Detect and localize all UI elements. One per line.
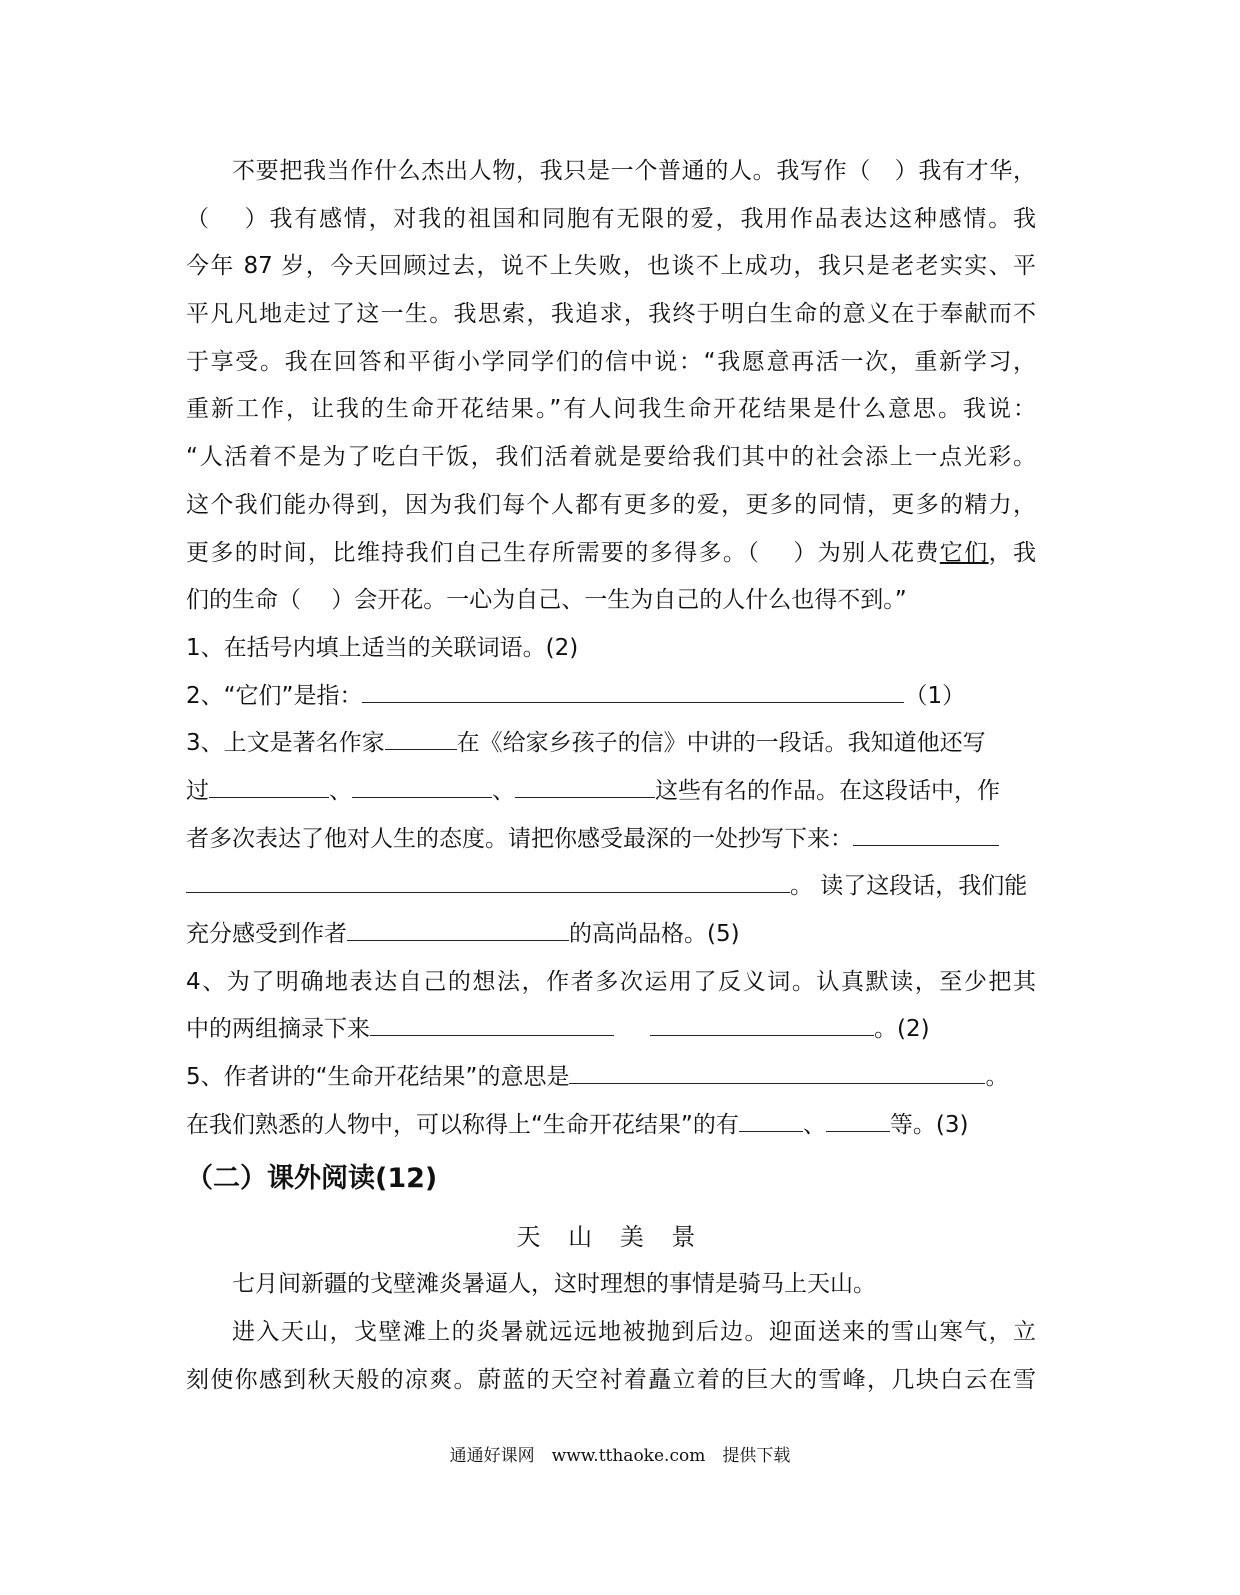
question-text: 2、“它们”是指： bbox=[186, 682, 363, 709]
passage-line: 们的生命（ ）会开花。一心为自己、一生为自己的人什么也得不到。” bbox=[186, 587, 907, 614]
passage-text: ，我 bbox=[988, 539, 1037, 566]
question-4: 4、为了明确地表达自己的想法，作者多次运用了反义词。认真默读，至少把其 bbox=[186, 968, 1036, 995]
question-text: 、 bbox=[329, 777, 352, 804]
reading-paragraph: 七月间新疆的戈壁滩炎暑逼人，这时理想的事情是骑马上天山。 bbox=[232, 1271, 876, 1298]
question-3 bbox=[186, 720, 1036, 768]
question-text: 者多次表达了他对人生的态度。请把你感受最深的一处抄写下来： bbox=[186, 825, 853, 852]
passage-line: 不要把我当作什么杰出人物，我只是一个普通的人。我写作（ ）我有才华， bbox=[232, 158, 1036, 184]
question-3-line-2 bbox=[186, 768, 1036, 816]
question-text: 中的两组摘录下来 bbox=[186, 1016, 370, 1043]
question-text: 。 读了这段话，我们能 bbox=[790, 873, 1028, 900]
question-1: 1、在括号内填上适当的关联词语。(2) bbox=[186, 634, 579, 661]
answer-blank[interactable] bbox=[352, 773, 492, 798]
section-heading: （二）课外阅读(12) bbox=[186, 1163, 438, 1195]
passage-line: 平凡凡地走过了这一生。我思索，我追求，我终于明白生命的意义在于奉献而不 bbox=[186, 301, 1036, 328]
question-text: 5、作者讲的“生命开花结果”的意思是 bbox=[186, 1064, 570, 1091]
answer-blank[interactable] bbox=[362, 677, 904, 702]
underlined-word: 它们 bbox=[939, 539, 989, 566]
question-text: 充分感受到作者 bbox=[186, 921, 347, 947]
passage bbox=[186, 148, 1036, 625]
answer-blank[interactable] bbox=[347, 916, 569, 941]
answer-blank[interactable] bbox=[515, 773, 655, 798]
reading-title: 天 山 美 景 bbox=[516, 1223, 706, 1252]
reading-paragraph: 进入天山，戈壁滩上的炎暑就远远地被抛到后边。迎面送来的雪山寒气，立 bbox=[232, 1319, 1036, 1346]
reading-paragraph-line: 刻使你感到秋天般的凉爽。蔚蓝的天空衬着矗立着的巨大的雪峰，几块白云在雪 bbox=[186, 1366, 1036, 1393]
answer-blank[interactable] bbox=[186, 868, 790, 893]
question-text: 3、上文是著名作家 bbox=[186, 730, 385, 757]
answer-blank[interactable] bbox=[739, 1107, 803, 1132]
question-text: 在我们熟悉的人物中，可以称得上“生命开花结果”的有 bbox=[186, 1111, 739, 1138]
question-3-line-3 bbox=[186, 816, 1036, 864]
questions bbox=[186, 625, 1036, 1150]
question-text: 。(2) bbox=[874, 1016, 930, 1043]
answer-blank[interactable] bbox=[650, 1011, 874, 1036]
question-2 bbox=[186, 673, 1036, 721]
passage-line: （ ）我有感情，对我的祖国和同胞有无限的爱，我用作品表达这种感情。我 bbox=[186, 205, 1036, 232]
question-5-line-2 bbox=[186, 1102, 1036, 1150]
answer-blank[interactable] bbox=[569, 1059, 985, 1084]
answer-blank[interactable] bbox=[209, 773, 329, 798]
passage-line: 重新工作，让我的生命开花结果。”有人问我生命开花结果是什么意思。我说： bbox=[186, 396, 1036, 423]
question-3-line-4 bbox=[186, 863, 1036, 911]
question-4-line-2 bbox=[186, 1006, 1036, 1054]
question-text: 。 bbox=[985, 1064, 1009, 1091]
passage-line: 于享受。我在回答和平街小学同学们的信中说：“我愿意再活一次，重新学习， bbox=[186, 348, 1036, 375]
passage-line: “人活着不是为了吃白干饭，我们活着就是要给我们其中的社会添上一点光彩。 bbox=[186, 444, 1036, 471]
question-text: 等。(3) bbox=[889, 1111, 969, 1138]
passage-line: 今年 87 岁，今天回顾过去，说不上失败，也谈不上成功，我只是老老实实、平 bbox=[186, 253, 1036, 280]
question-text: 这些有名的作品。在这段话中，作 bbox=[655, 777, 1000, 804]
question-text: 在《给家乡孩子的信》中讲的一段话。我知道他还写 bbox=[456, 730, 986, 757]
question-text: 的高尚品格。(5) bbox=[569, 921, 740, 947]
answer-blank[interactable] bbox=[370, 1011, 614, 1036]
question-text: 、 bbox=[492, 777, 515, 804]
question-5 bbox=[186, 1054, 1036, 1102]
passage-text: 更多的时间，比维持我们自己生存所需要的多得多。（ ）为别人花费 bbox=[186, 539, 940, 566]
answer-blank[interactable] bbox=[826, 1107, 890, 1132]
page-footer: 通通好课网 www.tthaoke.com 提供下载 bbox=[449, 1446, 791, 1466]
question-3-line-5 bbox=[186, 911, 1036, 959]
document-page bbox=[186, 148, 1036, 1405]
answer-blank[interactable] bbox=[385, 725, 457, 750]
answer-blank[interactable] bbox=[853, 820, 999, 845]
question-text: 过 bbox=[186, 777, 209, 804]
score: （1） bbox=[904, 682, 966, 709]
question-text: 、 bbox=[802, 1111, 826, 1138]
passage-line: 这个我们能办得到，因为我们每个人都有更多的爱，更多的同情，更多的精力， bbox=[186, 491, 1036, 518]
passage-line bbox=[186, 530, 1036, 578]
